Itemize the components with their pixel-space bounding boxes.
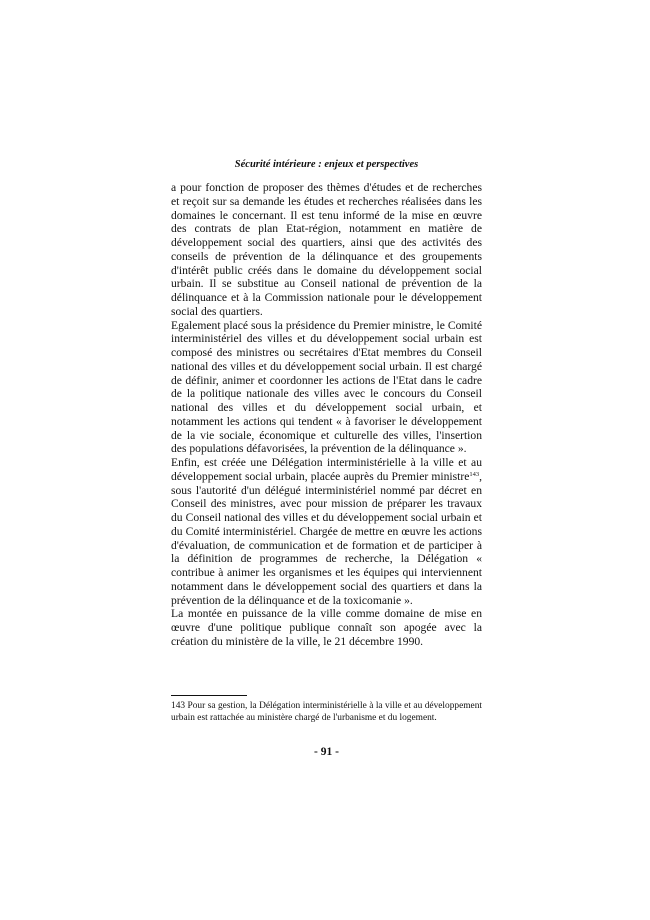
- footnote-143: 143 Pour sa gestion, la Délégation interministérielle à la ville et au développement urbain est rattachée au ministère chargé de l'urbanisme et du logement.: [171, 701, 482, 724]
- page-number: - 91 -: [314, 746, 339, 758]
- document-page: [171, 0, 482, 920]
- footnote-separator: [171, 695, 247, 696]
- body-text: [171, 181, 482, 649]
- paragraph-3-text-end: , sous l'autorité d'un délégué interministériel nommé par décret en Conseil des ministres, avec pour mission de préparer les travaux du Conseil national des villes et du développement social urbain et du Comité interministériel. Chargée de mettre en œuvre les actions d'évaluation, de communication et de formation et de participer à la définition de programmes de recherche, la Délégation « contribue à animer les organismes et les équipes qui interviennent notamment dans le développement social des quartiers et dans la prévention de la délinquance et de la toxicomanie ».: [171, 469, 482, 607]
- paragraph-3: [171, 456, 482, 607]
- paragraph-3-text-start: Enfin, est créée une Délégation interministérielle à la ville et au développement social urbain, placée auprès du Premier ministre: [171, 456, 482, 483]
- paragraph-4: La montée en puissance de la ville comme domaine de mise en œuvre d'une politique publique connaît son apogée avec la création du ministère de la ville, le 21 décembre 1990.: [171, 607, 482, 648]
- running-header: Sécurité intérieure : enjeux et perspectives: [234, 159, 419, 170]
- paragraph-2: Egalement placé sous la présidence du Premier ministre, le Comité interministériel des villes et du développement social urbain est composé des ministres ou secrétaires d'Etat membres du Conseil national des villes et du développement social urbain. Il est chargé de définir, animer et coordonner les actions de l'Etat dans le cadre de la politique nationale des villes avec le concours du Conseil national des villes et du développement social urbain, et notamment les actions qui tendent « à favoriser le développement de la vie sociale, économique et culturelle des villes, l'insertion des populations défavorisées, la prévention de la délinquance ».: [171, 318, 482, 456]
- footnote-reference: 143: [469, 470, 480, 478]
- paragraph-1: a pour fonction de proposer des thèmes d'études et de recherches et reçoit sur sa demande les études et recherches réalisées dans les domaines le concernant. Il est tenu informé de la mise en œuvre des contrats de plan Etat-région, notamment en matière de développement social des quartiers, ainsi que des activités des conseils de prévention de la délinquance et des groupements d'intérêt public créés dans le domaine du développement social urbain. Il se substitue au Conseil national de prévention de la délinquance et à la Commission nationale pour le développement social des quartiers.: [171, 181, 482, 318]
